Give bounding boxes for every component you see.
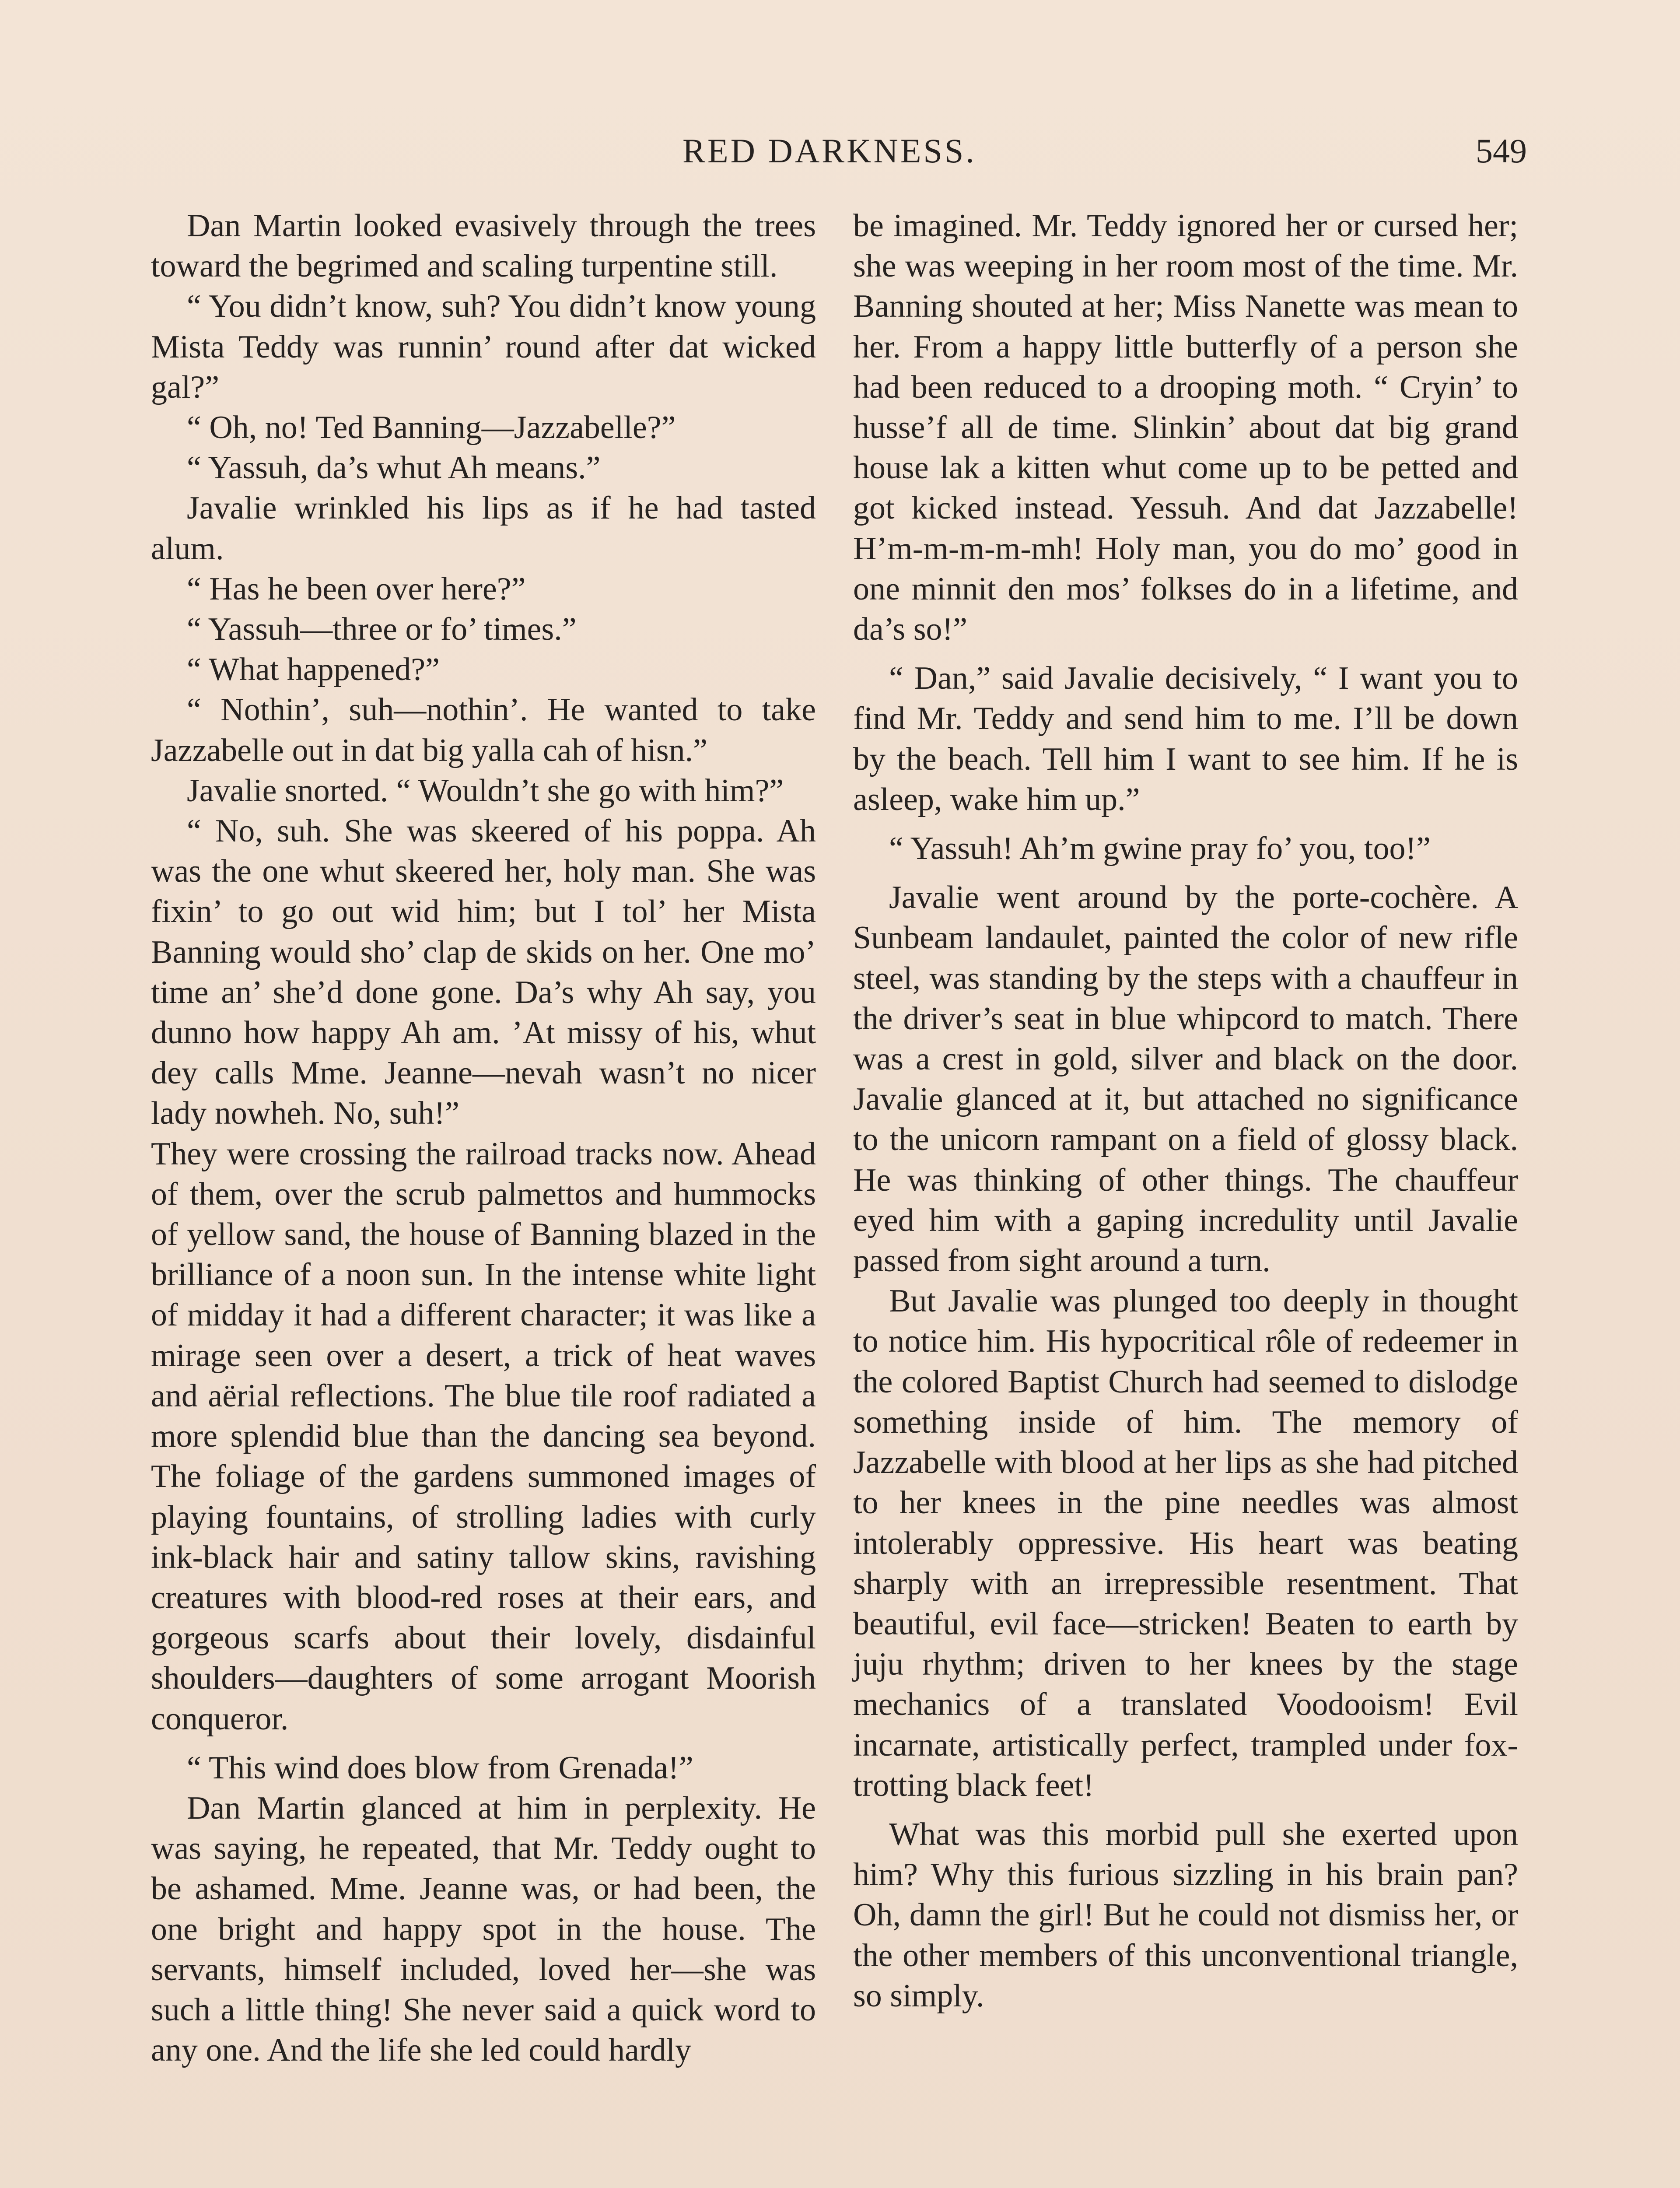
- paragraph: Javalie wrinkled his lips as if he had tasted alum.: [151, 490, 816, 567]
- paragraph: “ Yassuh, da’s whut Ah means.”: [187, 450, 601, 486]
- paragraph: “ Oh, no! Ted Banning—Jazzabelle?”: [187, 410, 676, 446]
- paragraph: “ Yassuh—three or fo’ times.”: [187, 611, 577, 648]
- paragraph: “ This wind does blow from Grenada!”: [187, 1750, 693, 1786]
- running-head: [153, 125, 1527, 177]
- paragraph: “ You didn’t know, suh? You didn’t know young Mista Teddy was runnin’ round after dat wicked gal?”: [151, 288, 816, 405]
- paragraph: be imagined. Mr. Teddy ignored her or cursed her; she was weeping in her room most of the time. Mr. Banning shouted at her; Miss Nanette was mean to her. From a happy little butterfly of a person she had been reduced to a drooping moth. “ Cryin’ to husse’f all de time. Slinkin’ about dat big grand house lak a kitten whut come up to be petted and got kicked instead. Yessuh. And dat Jazzabelle! H’m-m-m-m-mh! Holy man, you do mo’ good in one minnit den mos’ folkses do in a lifetime, and da’s so!”: [853, 208, 1518, 648]
- paragraph: Dan Martin glanced at him in perplexity. He was saying, he repeated, that Mr. Teddy ought to be ashamed. Mme. Jeanne was, or had been, the one bright and happy spot in the house. The servants, himself included, loved her—she was such a little thing! She never said a quick word to any one. And the life she led could hardly: [151, 1790, 816, 2069]
- paragraph: They were crossing the railroad tracks now. Ahead of them, over the scrub palmettos and hummocks of yellow sand, the house of Banning blazed in the brilliance of a noon sun. In the intense white light of midday it had a different character; it was like a mirage seen over a desert, a trick of heat waves and aërial reflections. The blue tile roof radiated a more splendid blue than the dancing sea beyond. The foliage of the gardens summoned images of playing fountains, of strolling ladies with curly ink-black hair and satiny tallow skins, ravishing creatures with blood-red roses at their ears, and gorgeous scarfs about their lovely, disdainful shoulders—daughters of some arrogant Moorish conqueror.: [151, 1136, 816, 1737]
- left-column: [151, 206, 816, 2070]
- paragraph: “ Has he been over here?”: [187, 571, 526, 607]
- paragraph: Javalie snorted. “ Wouldn’t she go with him?”: [187, 772, 784, 809]
- paragraph: What was this morbid pull she exerted upon him? Why this furious sizzling in his brain pan? Oh, damn the girl! But he could not dismiss her, or the other members of this unconventional triangle, so simply.: [853, 1816, 1518, 2014]
- page-number: 549: [1476, 132, 1527, 170]
- paragraph: Javalie went around by the porte-cochère. A Sunbeam landaulet, painted the color of new rifle steel, was standing by the steps with a chauffeur in the driver’s seat in blue whipcord to match. There was a crest in gold, silver and black on the door. Javalie glanced at it, but attached no significance to the unicorn rampant on a field of glossy black. He was thinking of other things. The chauffeur eyed him with a gaping incredulity until Javalie passed from sight around a turn.: [853, 880, 1518, 1279]
- paragraph: “ No, suh. She was skeered of his poppa. Ah was the one whut skeered her, holy man. She was fixin’ to go out wid him; but I tol’ her Mista Banning would sho’ clap de skids on her. One mo’ time an’ she’d done gone. Da’s why Ah say, you dunno how happy Ah am. ’At missy of his, whut dey calls Mme. Jeanne—nevah wasn’t no nicer lady nowheh. No, suh!”: [151, 813, 816, 1132]
- paragraph: “ Yassuh! Ah’m gwine pray fo’ you, too!”: [889, 831, 1431, 867]
- paragraph: Dan Martin looked evasively through the trees toward the begrimed and scaling turpentine still.: [151, 208, 816, 284]
- right-column: [853, 206, 1518, 2016]
- paragraph: But Javalie was plunged too deeply in thought to notice him. His hypocritical rôle of redeemer in the colored Baptist Church had seemed to dislodge something inside of him. The memory of Jazzabelle with blood at her lips as she had pitched to her knees in the pine needles was almost intolerably oppressive. His heart was beating sharply with an irrepressible resentment. That beautiful, evil face—stricken! Beaten to earth by juju rhythm; driven to her knees by the stage mechanics of a translated Voodooism! Evil incarnate, artistically perfect, trampled under fox-trotting black feet!: [853, 1283, 1518, 1803]
- paragraph: “ Nothin’, suh—nothin’. He wanted to take Jazzabelle out in dat big yalla cah of hisn.”: [151, 692, 816, 768]
- paragraph: “ What happened?”: [187, 652, 440, 688]
- paragraph: “ Dan,” said Javalie decisively, “ I want you to find Mr. Teddy and send him to me. I’ll be down by the beach. Tell him I want to see him. If he is asleep, wake him up.”: [853, 660, 1518, 817]
- running-title: RED DARKNESS.: [682, 132, 976, 170]
